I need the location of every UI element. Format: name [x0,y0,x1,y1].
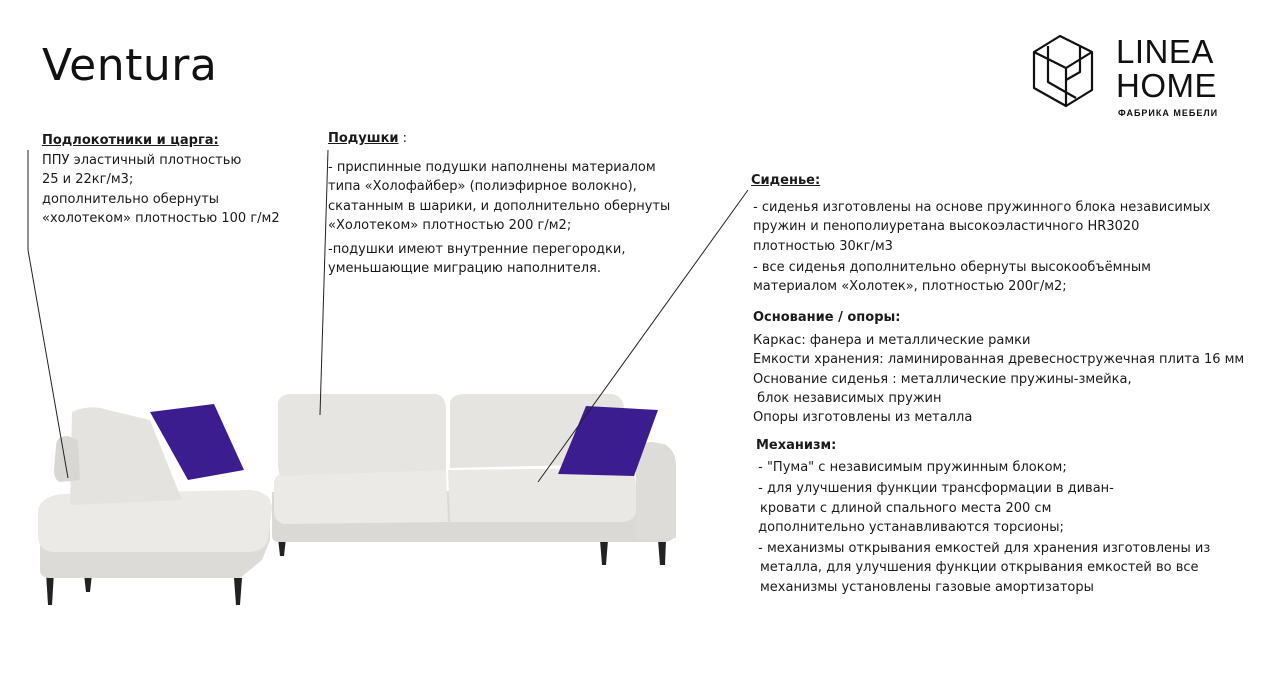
sofa-leg [234,578,242,605]
sofa-leg [658,540,666,565]
base-line: блок независимых пружин [753,390,942,406]
armrests-heading: Подлокотники и царга: [42,133,219,148]
cushions-line: скатанным в шарики, и дополнительно обернуты [328,198,671,214]
armrests-text [42,151,280,228]
logo-subtitle: ФАБРИКА МЕБЕЛИ [1118,108,1219,118]
pointer-line-cushions [320,150,328,415]
base-line: Каркас: фанера и металлические рамки [753,333,1031,348]
cushions-heading-row [328,131,407,146]
seat-line: - все сиденья дополнительно обернуты высокообъёмным [753,259,1151,275]
mechanism-line: - для улучшения функции трансформации в диван- [754,481,1114,497]
seat-text [753,198,1211,296]
armrests-line: 25 и 22кг/м3; [42,172,134,188]
cushions-line: уменьшающие миграцию наполнителя. [328,261,601,277]
mechanism-line: дополнительно устанавливаются торсионы; [754,519,1064,535]
cushions-line: типа «Холофайбер» (полиэфирное волокно), [328,179,637,195]
mechanism-text [754,458,1210,597]
seat-heading: Сиденье: [751,173,821,188]
armrests-line: «холотеком» плотностью 100 г/м2 [42,210,280,226]
mechanism-line: кровати с длиной спального места 200 см [760,500,1052,516]
cushions-heading: Подушки [328,131,399,146]
cushions-line: - приспинные подушки наполнены материалом [328,160,656,175]
cushions-line: -подушки имеют внутренние перегородки, [328,242,626,258]
base-line: Опоры изготовлены из металла [753,410,973,426]
mechanism-line: металла, для улучшения функции открывания емкостей во все [760,560,1199,576]
pointer-line-armrests [28,250,68,478]
base-text [753,331,1244,427]
armrests-line: дополнительно обернуты [42,191,220,207]
cushions-text [328,158,670,279]
seat-line: - сиденья изготовлены на основе пружинного блока независимых [753,200,1211,215]
seat-line: плотностью 30кг/м3 [753,238,893,254]
cushions-line: «Холотеком» плотностью 200 г/м2; [328,217,572,233]
base-line: Емкости хранения: ламинированная древесностружечная плита 16 мм [753,352,1245,368]
base-line: Основание сиденья : металлические пружины-змейка, [753,371,1132,387]
logo-line1: LINEA [1116,33,1214,70]
logo-line2: HOME [1116,67,1217,104]
page-title: Ventura [42,40,218,91]
mechanism-heading: Механизм: [756,438,837,453]
mechanism-line: - "Пума" с независимым пружинным блоком; [754,460,1067,475]
base-heading: Основание / опоры: [753,310,901,325]
mechanism-line: - механизмы открывания емкостей для хранения изготовлены из [754,541,1211,557]
seat-line: материалом «Холотек», плотностью 200г/м2; [753,279,1067,295]
sofa-leg [600,540,608,565]
seat-line: пружин и пенополиуретана высокоэластичного HR3020 [753,219,1140,235]
armrests-line: ППУ эластичный плотностью [42,153,242,168]
mechanism-line: механизмы установлены газовые амортизаторы [760,579,1094,595]
cushions-heading-suffix: : [398,131,408,146]
